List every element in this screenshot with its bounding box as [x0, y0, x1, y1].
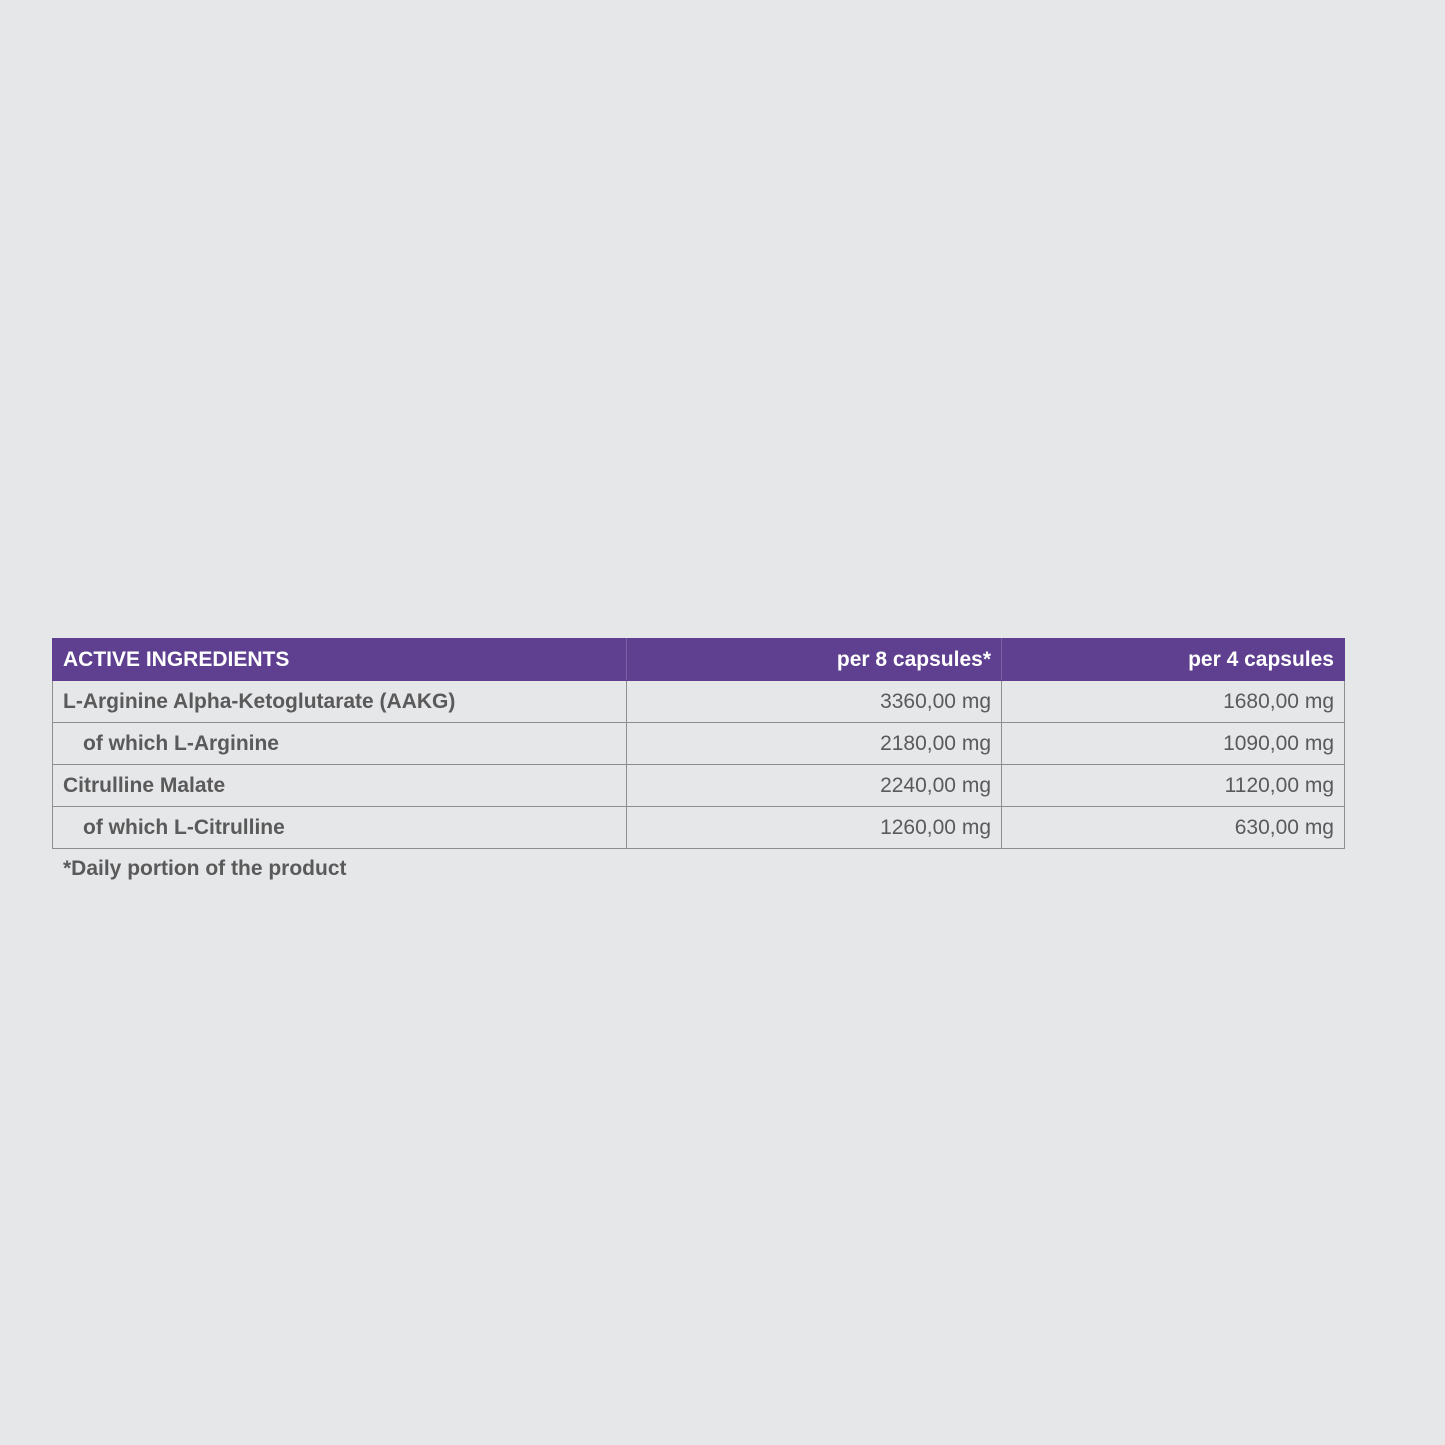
- amount-per-8-capsules: 3360,00 mg: [627, 681, 1002, 723]
- amount-per-4-capsules: 1120,00 mg: [1002, 765, 1345, 807]
- amount-per-4-capsules: 630,00 mg: [1002, 807, 1345, 849]
- ingredient-name: of which L-Arginine: [53, 723, 627, 765]
- table-row: [53, 723, 1345, 765]
- table-row: [53, 765, 1345, 807]
- amount-per-4-capsules: 1090,00 mg: [1002, 723, 1345, 765]
- ingredient-name: of which L-Citrulline: [53, 807, 627, 849]
- header-active-ingredients: ACTIVE INGREDIENTS: [53, 639, 627, 681]
- header-per-4-capsules: per 4 capsules: [1002, 639, 1345, 681]
- ingredients-table: [52, 638, 1345, 849]
- table-row: [53, 807, 1345, 849]
- amount-per-8-capsules: 2240,00 mg: [627, 765, 1002, 807]
- amount-per-8-capsules: 1260,00 mg: [627, 807, 1002, 849]
- footnote: *Daily portion of the product: [63, 857, 347, 880]
- amount-per-4-capsules: 1680,00 mg: [1002, 681, 1345, 723]
- ingredients-panel: [52, 638, 1344, 881]
- table-header-row: [53, 639, 1345, 681]
- amount-per-8-capsules: 2180,00 mg: [627, 723, 1002, 765]
- ingredient-name: L-Arginine Alpha-Ketoglutarate (AAKG): [53, 681, 627, 723]
- ingredient-name: Citrulline Malate: [53, 765, 627, 807]
- table-row: [53, 681, 1345, 723]
- header-per-8-capsules: per 8 capsules*: [627, 639, 1002, 681]
